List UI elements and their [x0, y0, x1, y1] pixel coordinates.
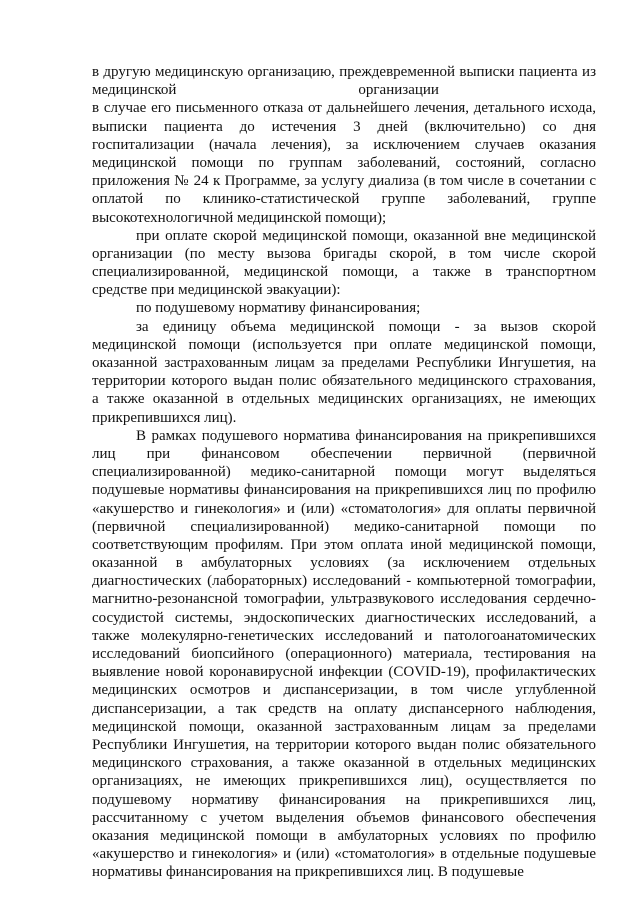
- text-line: «акушерство и гинекология» и (или) «стоматология» для оплаты первичной: [92, 500, 596, 517]
- text-line: при оплате скорой медицинской помощи, оказанной вне медицинской: [136, 227, 596, 244]
- text-line: оказанной в амбулаторных условиях (за исключением отдельных: [92, 555, 596, 572]
- text-line: организации (по месту вызова бригады скорой, в том числе скорой: [92, 245, 596, 262]
- text-line: медицинской помощи, оказанной застрахованным лицам за пределами: [92, 718, 596, 735]
- paragraph: [92, 318, 596, 427]
- text-line: медицинских осмотров и диспансеризации, в том числе углубленной: [92, 682, 596, 699]
- text-line: приложения № 24 к Программе, за услугу диализа (в том числе в сочетании с: [92, 173, 596, 190]
- text-line: а также оказанной в отдельных медицинских организациях, не имеющих: [92, 391, 596, 408]
- text-line: оказанной застрахованным лицам за пределами Республики Ингушетия, на: [92, 355, 596, 371]
- text-line: также молекулярно-генетических исследований и патологоанатомических: [92, 627, 596, 644]
- paragraph: [92, 299, 596, 317]
- text-line: подушевому нормативу финансирования на прикрепившихся лиц,: [92, 791, 596, 808]
- text-line: по подушевому нормативу финансирования;: [136, 300, 421, 317]
- text-line: В рамках подушевого норматива финансирования на прикрепившихся: [136, 427, 596, 444]
- text-line: за единицу объема медицинской помощи - за вызов скорой: [136, 318, 596, 335]
- text-fragment: медицинской: [92, 82, 177, 99]
- text-line: в случае его письменного отказа от дальнейшего лечения, детального исхода,: [92, 100, 596, 117]
- text-line: организациях, не имеющих прикрепившихся лиц), осуществляется по: [92, 773, 596, 790]
- text-line: выявление новой коронавирусной инфекции (COVID-19), профилактических: [92, 664, 596, 681]
- text-line: магнитно-резонансной томографии, ультразвукового исследования сердечно-: [92, 591, 596, 608]
- paragraph: [92, 227, 596, 300]
- text-line: оказания медицинской помощи в амбулаторных условиях по профилю: [92, 827, 596, 844]
- text-line: лиц при финансовом обеспечении первичной (первичной: [92, 445, 596, 462]
- text-line: диспансеризации, а так средств на оплату диспансерного наблюдения,: [92, 700, 596, 717]
- text-line: исследований биопсийного (операционного) материала, тестирования на: [92, 646, 596, 662]
- text-line: Республики Ингушетия, на территории которого выдан полис обязательного: [92, 736, 596, 753]
- text-line: выписки пациента до истечения 3 дней (включительно) со дня: [92, 118, 596, 135]
- text-line: прикрепившихся лиц).: [92, 409, 237, 426]
- text-line: в другую медицинскую организацию, преждевременной выписки пациента из: [92, 64, 596, 80]
- paragraph: [92, 63, 596, 227]
- text-line: медицинской помощи по группам заболеваний, состояний, согласно: [92, 154, 596, 171]
- paragraph: [92, 427, 596, 882]
- text-line: госпитализации (начала лечения), за исключением случаев оказания: [92, 136, 596, 153]
- text-line: соответствующим профилям. При этом оплата иной медицинской помощи,: [92, 536, 596, 553]
- text-line: [92, 81, 596, 99]
- document-body: [92, 63, 596, 881]
- text-line: специализированной, медицинской помощи, а также в транспортном: [92, 264, 596, 281]
- text-line: рассчитанному с учетом выделения объемов финансового обеспечения: [92, 809, 596, 826]
- text-line: (первичной специализированной) медико-санитарной помощи по: [92, 518, 596, 535]
- text-line: сосудистой системы, эндоскопических диагностических исследований, а: [92, 609, 596, 626]
- text-line: подушевые нормативы финансирования на прикрепившихся лиц по профилю: [92, 482, 596, 499]
- text-line: нормативы финансирования на прикрепившихся лиц. В подушевые: [92, 864, 524, 881]
- text-line: медицинского страхования, а также оказанной в отдельных медицинских: [92, 755, 596, 772]
- text-line: медицинской помощи (используется при оплате медицинской помощи,: [92, 336, 596, 353]
- text-line: «акушерство и гинекология» и (или) «стоматология» в отдельные подушевые: [92, 846, 596, 863]
- text-fragment: организации: [358, 82, 439, 99]
- text-line: высокотехнологичной медицинской помощи);: [92, 209, 387, 226]
- text-line: оплатой по клинико-статистической группе заболеваний, группе: [92, 191, 596, 208]
- text-line: диагностических (лабораторных) исследований - компьютерной томографии,: [92, 573, 596, 590]
- text-line: специализированной) медико-санитарной помощи могут выделяться: [92, 464, 596, 481]
- text-line: территории которого выдан полис обязательного медицинского страхования,: [92, 373, 596, 390]
- text-line: средстве при медицинской эвакуации):: [92, 282, 341, 299]
